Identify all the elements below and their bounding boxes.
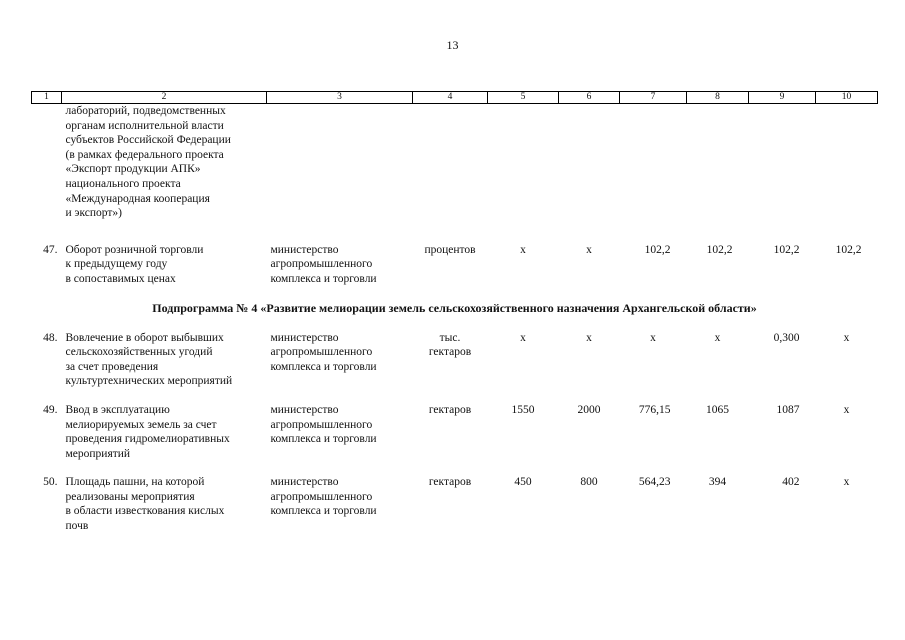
section-heading-row [32, 301, 878, 317]
text-line: комплекса и торговли [270, 272, 377, 285]
text-line: сельскохозяйственных угодий [65, 346, 213, 359]
text-line: министерство [270, 331, 339, 344]
text-line: комплекса и торговли [270, 505, 377, 518]
value-cell: 800 [580, 476, 598, 489]
text-line: комплекса и торговли [270, 433, 377, 446]
text-line: гектаров [428, 346, 472, 359]
table-row [32, 475, 878, 533]
row-number: 50. [43, 476, 58, 489]
value-cell: 1550 [511, 403, 535, 416]
value-cell: 0,300 [773, 331, 800, 344]
value-cell: х [586, 331, 592, 344]
value-cell: 2000 [577, 403, 601, 416]
header-cell: 10 [816, 92, 878, 104]
value-cell: 102,2 [706, 243, 733, 256]
text-line: «Международная кооперация [65, 192, 210, 205]
header-cell: 5 [488, 92, 559, 104]
text-line: процентов [424, 243, 476, 256]
text-line: министерство [270, 403, 339, 416]
text-line: (в рамках федерального проекта [65, 148, 224, 161]
table-row [32, 403, 878, 461]
row-number: 48. [43, 331, 58, 344]
header-cell: 4 [413, 92, 488, 104]
column-number-header-row [32, 92, 878, 104]
continuation-row [32, 104, 878, 221]
text-line: проведения гидромелиоративных [65, 433, 230, 446]
text-line: министерство [270, 476, 339, 489]
indicator-name [62, 475, 267, 533]
text-line: комплекса и торговли [270, 360, 377, 373]
header-cell: 9 [749, 92, 816, 104]
indicator-name [62, 331, 267, 389]
text-line: в области известкования кислых [65, 505, 225, 518]
value-cell: 402 [782, 476, 800, 489]
unit [413, 331, 488, 389]
text-line: Ввод в эксплуатацию [65, 403, 170, 416]
table-row [32, 243, 878, 287]
indicator-name [62, 243, 267, 287]
text-line: агропромышленного [270, 490, 373, 503]
text-line: мероприятий [65, 447, 131, 460]
value-cell: 450 [514, 476, 532, 489]
text-line: «Экспорт продукции АПК» [65, 163, 201, 176]
value-cell: 102,2 [644, 243, 671, 256]
page-number: 13 [446, 38, 459, 52]
value-cell: х [520, 243, 526, 256]
header-cell: 6 [559, 92, 620, 104]
text-line: Оборот розничной торговли [65, 243, 204, 256]
executor [267, 243, 413, 287]
indicator-name [62, 403, 267, 461]
value-cell: х [520, 331, 526, 344]
value-cell: х [586, 243, 592, 256]
text-line: тыс. [439, 331, 461, 344]
header-cell: 8 [687, 92, 749, 104]
text-line: субъектов Российской Федерации [65, 134, 231, 147]
text-line: гектаров [428, 476, 472, 489]
text-line: культуртехнических мероприятий [65, 375, 233, 388]
text-line: мелиорируемых земель за счет [65, 418, 217, 431]
header-cell: 7 [620, 92, 687, 104]
value-cell: х [650, 331, 656, 344]
header-cell: 1 [32, 92, 62, 104]
row-number: 47. [43, 243, 58, 256]
value-cell: 1087 [776, 403, 800, 416]
table-row [32, 331, 878, 389]
executor [267, 331, 413, 389]
section-title: Подпрограмма № 4 «Развитие мелиорации земель сельскохозяйственного назначения Архангельской области» [152, 300, 757, 315]
text-line: агропромышленного [270, 346, 373, 359]
text-line: реализованы мероприятия [65, 490, 195, 503]
text-line: агропромышленного [270, 258, 373, 271]
text-line: министерство [270, 243, 339, 256]
text-line: агропромышленного [270, 418, 373, 431]
text-line: органам исполнительной власти [65, 119, 224, 132]
continuation-text [62, 104, 267, 221]
text-line: к предыдущему году [65, 258, 168, 271]
unit [413, 475, 488, 533]
value-cell: 1065 [706, 403, 729, 416]
text-line: и экспорт») [65, 207, 122, 220]
value-cell: 102,2 [835, 243, 862, 256]
value-cell: 564,23 [638, 476, 671, 489]
header-cell: 2 [62, 92, 267, 104]
text-line: гектаров [428, 403, 472, 416]
text-line: Площадь пашни, на которой [65, 476, 205, 489]
indicators-table [31, 91, 878, 534]
text-line: за счет проведения [65, 360, 159, 373]
unit [413, 403, 488, 461]
executor [267, 475, 413, 533]
text-line: лабораторий, подведомственных [65, 105, 226, 117]
value-cell: х [843, 403, 850, 416]
value-cell: 776,15 [638, 403, 671, 416]
value-cell: х [843, 476, 850, 489]
header-cell: 3 [267, 92, 413, 104]
value-cell: х [714, 331, 721, 344]
text-line: почв [65, 520, 89, 533]
text-line: Вовлечение в оборот выбывших [65, 331, 224, 344]
value-cell: 394 [708, 476, 727, 489]
text-line: национального проекта [65, 177, 181, 190]
executor [267, 403, 413, 461]
row-number: 49. [43, 403, 58, 416]
value-cell: х [843, 331, 850, 344]
text-line: в сопоставимых ценах [65, 272, 176, 285]
value-cell: 102,2 [773, 243, 800, 256]
unit [413, 243, 488, 287]
